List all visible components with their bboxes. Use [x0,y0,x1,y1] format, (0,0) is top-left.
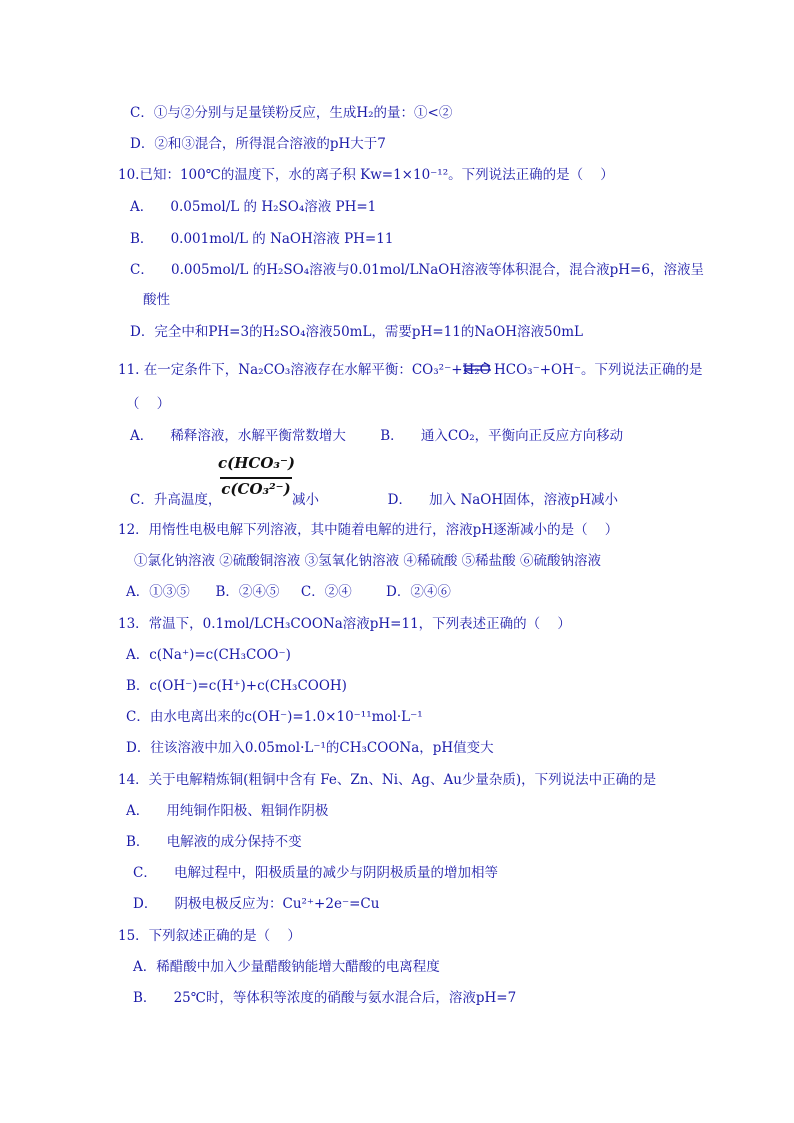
q9-option-d: D．②和③混合，所得混合溶液的pH大于7 [130,136,386,152]
q15-stem: 15．下列叙述正确的是（ ） [118,928,301,944]
q11-options-cd: 减小 D． 加入 NaOH固体，溶液pH减小 [292,492,619,508]
q14-option-b: B． 电解液的成分保持不变 [126,834,302,850]
q13-option-b: B．c(OH⁻)=c(H⁺)+c(CH₃COOH) [126,678,347,694]
q10-option-b: B． 0.001mol/L 的 NaOH溶液 PH=11 [130,231,394,247]
fraction-bar [220,477,292,479]
q12-solution-list: ①氯化钠溶液 ②硫酸铜溶液 ③氢氧化钠溶液 ④稀硫酸 ⑤稀盐酸 ⑥硫酸钠溶液 [134,553,601,569]
q13-stem: 13．常温下，0.1mol/LCH₃COONa溶液pH=11，下列表述正确的（ ） [118,616,571,632]
q14-option-c: C． 电解过程中，阳极质量的减少与阴阴极质量的增加相等 [133,865,498,881]
concentration-ratio-fraction [218,454,294,502]
q13-option-a: A．c(Na⁺)=c(CH₃COO⁻) [126,647,291,663]
q12-options: A．①③⑤ B．②④⑤ C．②④ D．②④⑥ [126,584,451,600]
q11-stem-part2: HCO₃⁻+OH⁻。下列说法正确的是 [494,362,703,378]
q13-option-d: D．往该溶液中加入0.05mol·L⁻¹的CH₃COONa，pH值变大 [126,740,494,756]
q14-option-d: D． 阴极电极反应为：Cu²⁺+2e⁻=Cu [133,896,380,912]
q13-option-c: C．由水电离出来的c(OH⁻)=1.0×10⁻¹¹mol·L⁻¹ [126,709,423,725]
equilibrium-arrow-icon [462,362,492,374]
q10-option-c-cont: 酸性 [143,292,170,308]
q14-stem: 14．关于电解精炼铜(粗铜中含有 Fe、Zn、Ni、Ag、Au少量杂质)，下列说法中正确的是 [118,772,657,788]
q10-stem: 10.已知：100℃的温度下，水的离子积 Kw=1×10⁻¹²。下列说法正确的是（ ） [118,167,614,183]
q11-stem-part1: 11. 在一定条件下，Na₂CO₃溶液存在水解平衡：CO₃²⁻+H₂O [118,362,491,378]
q12-stem: 12．用惰性电极电解下列溶液，其中随着电解的进行，溶液pH逐渐减小的是（ ） [118,522,619,538]
q11-options-ab: A． 稀释溶液，水解平衡常数增大 B． 通入CO₂，平衡向正反应方向移动 [130,428,624,444]
q15-option-a: A．稀醋酸中加入少量醋酸钠能增大醋酸的电离程度 [133,959,440,975]
q14-option-a: A． 用纯铜作阳极、粗铜作阴极 [126,803,329,819]
fraction-denominator: c(CO₃²⁻) [221,480,291,498]
q11-option-c-prefix: C．升高温度， [130,492,222,508]
q10-option-a: A． 0.05mol/L 的 H₂SO₄溶液 PH=1 [130,199,377,215]
q11-answer-paren: （ ） [126,396,171,412]
q10-option-d: D．完全中和PH=3的H₂SO₄溶液50mL，需要pH=11的NaOH溶液50mL [130,324,583,340]
q10-option-c: C． 0.005mol/L 的H₂SO₄溶液与0.01mol/LNaOH溶液等体积混合，混合液pH=6，溶液呈 [130,262,704,278]
fraction-numerator: c(HCO₃⁻) [218,454,295,472]
q9-option-c: C．①与②分别与足量镁粉反应，生成H₂的量：①<② [130,105,453,121]
q15-option-b: B． 25℃时，等体积等浓度的硝酸与氨水混合后，溶液pH=7 [133,990,517,1006]
